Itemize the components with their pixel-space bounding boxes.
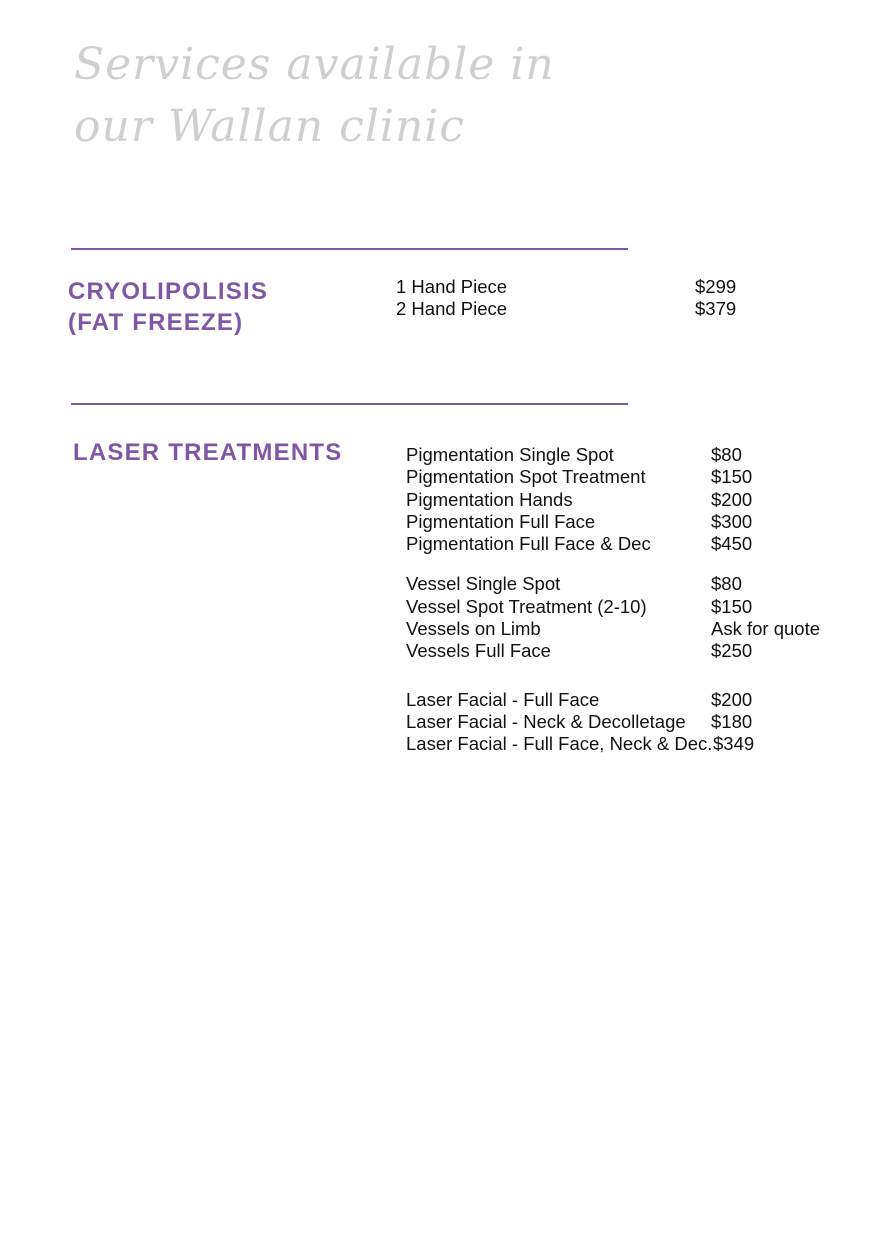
price-row: [406, 489, 846, 511]
laser-treatments-title: LASER TREATMENTS: [73, 439, 343, 466]
service-name: Pigmentation Spot Treatment: [406, 466, 646, 488]
service-price: $200: [711, 488, 753, 510]
price-row: [406, 596, 846, 618]
section-divider: [71, 248, 628, 250]
service-name: Pigmentation Full Face & Dec: [406, 533, 651, 555]
cryolipolisis-price-list: [396, 276, 776, 321]
service-price: $150: [711, 595, 753, 617]
price-row: [396, 276, 776, 298]
section-divider: [71, 403, 628, 405]
service-price: $450: [711, 533, 753, 555]
service-name: Pigmentation Hands: [406, 488, 573, 510]
price-row: [406, 618, 846, 640]
price-row: [406, 466, 846, 488]
page-heading: Services available in our Wallan clinic: [74, 39, 555, 152]
service-price: $80: [711, 444, 742, 465]
service-name: 1 Hand Piece: [396, 276, 508, 297]
service-name: Pigmentation Full Face: [406, 510, 596, 532]
cryolipolisis-title: CRYOLIPOLISIS (FAT FREEZE): [68, 278, 269, 336]
price-row: [406, 573, 846, 595]
price-row: [396, 298, 776, 320]
price-row: [406, 711, 846, 733]
service-price: Ask for quote: [711, 618, 821, 640]
laser-price-list: [406, 444, 846, 756]
service-price: $299: [695, 276, 737, 297]
service-name: Vessels Full Face: [406, 640, 551, 662]
service-name: Laser Facial - Full Face, Neck & Dec.: [406, 733, 713, 755]
service-price: $250: [711, 640, 753, 662]
price-row: [406, 689, 846, 711]
price-row: [406, 640, 846, 662]
service-price: $200: [711, 688, 753, 710]
service-name: Pigmentation Single Spot: [406, 444, 614, 465]
price-row: [406, 733, 846, 755]
service-name: Vessels on Limb: [406, 618, 541, 640]
service-price: $300: [711, 510, 753, 532]
service-name: Vessel Single Spot: [406, 573, 561, 595]
service-name: Vessel Spot Treatment (2-10): [406, 595, 647, 617]
group-spacer: [406, 555, 846, 573]
service-name: Laser Facial - Neck & Decolletage: [406, 710, 686, 732]
service-price: $150: [711, 466, 753, 488]
price-row: [406, 533, 846, 555]
service-name: 2 Hand Piece: [396, 298, 508, 320]
group-spacer: [406, 663, 846, 689]
service-price: $80: [711, 573, 742, 595]
service-price: $349: [713, 733, 755, 755]
service-price: $379: [695, 298, 737, 320]
price-row: [406, 511, 846, 533]
price-row: [406, 444, 846, 466]
service-name: Laser Facial - Full Face: [406, 688, 600, 710]
service-price: $180: [711, 710, 753, 732]
